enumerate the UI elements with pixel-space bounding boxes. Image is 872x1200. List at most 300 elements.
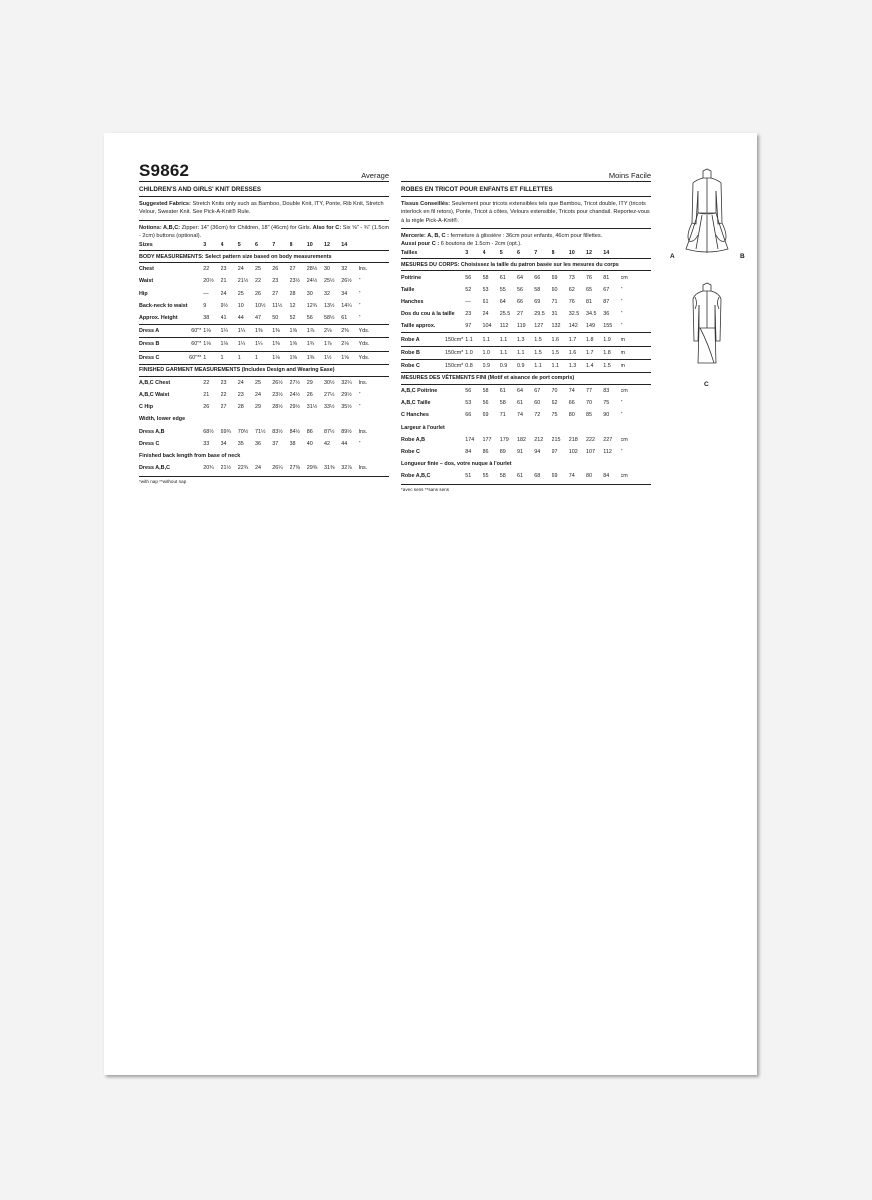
- row-label: [139, 288, 203, 300]
- table-cell: 24: [255, 391, 262, 398]
- table-cell: 69: [482, 412, 489, 419]
- table-cell: 2⅛: [341, 338, 358, 351]
- table-cell: 1.3: [569, 359, 586, 372]
- row-label-text: C Hip: [139, 404, 154, 411]
- table-cell: 66: [465, 412, 472, 419]
- table-cell: 27: [272, 290, 279, 297]
- size-cell: 3: [203, 240, 220, 251]
- table-cell: 1.7: [586, 346, 603, 359]
- unit-cell: ": [621, 320, 651, 333]
- table-cell: 71½: [255, 428, 266, 435]
- table-cell: 42: [324, 440, 331, 447]
- unit-cell: cm: [620, 388, 628, 395]
- row-label: [401, 271, 465, 284]
- table-cell: 23: [220, 379, 227, 386]
- row-label: [139, 462, 203, 474]
- unit-cell: Ins.: [358, 428, 368, 435]
- table-cell: 61: [517, 473, 524, 480]
- table-cell: 27: [517, 311, 524, 318]
- table-cell: 24: [237, 266, 244, 273]
- row-label-text: Dress A,B,C: [139, 465, 170, 472]
- table-cell: 68½: [203, 428, 214, 435]
- table-cell: 32⅞: [341, 465, 352, 472]
- table-cell: 2⅜: [341, 325, 358, 338]
- table-cell: 60: [551, 286, 558, 293]
- row-label-text: C Hanches: [401, 412, 429, 419]
- table-cell: 112: [500, 320, 517, 333]
- table-cell: 1⅛: [272, 351, 289, 364]
- difficulty-level: Average: [361, 171, 389, 180]
- table-cell: 58: [482, 388, 489, 395]
- unit-cell: ": [620, 412, 623, 419]
- row-label-text: A,B,C Waist: [139, 391, 170, 398]
- section-row: [139, 251, 389, 263]
- row-label: [401, 434, 465, 446]
- table-cell: 67: [534, 388, 541, 395]
- table-cell: 34: [220, 440, 227, 447]
- table-cell: 26½: [341, 278, 352, 285]
- table-cell: 27½: [289, 379, 301, 386]
- table-cell: 1⅞: [324, 338, 341, 351]
- table-cell: 1⅝: [290, 325, 307, 338]
- table-cell: 107: [586, 449, 596, 456]
- table-cell: 23: [272, 278, 279, 285]
- view-illustrations: [662, 163, 752, 393]
- section-title: FINISHED GARMENT MEASUREMENTS (Includes Design and Wearing Ease): [139, 364, 389, 376]
- table-cell: 21: [220, 278, 227, 285]
- table-cell: 38: [203, 312, 220, 325]
- row-label-text: Waist: [139, 278, 154, 285]
- row-label: [139, 376, 203, 389]
- fr-header: [401, 163, 651, 182]
- table-cell: 21½: [237, 278, 249, 285]
- table-row: [401, 308, 651, 320]
- unit-cell: cm: [620, 274, 628, 281]
- table-cell: 1.0: [483, 346, 500, 359]
- table-cell: 179: [499, 436, 509, 443]
- row-label: [139, 389, 203, 401]
- table-cell: 1.3: [517, 333, 534, 346]
- table-cell: 58½: [324, 312, 341, 325]
- unit-cell: ": [620, 286, 623, 293]
- table-cell: 41: [221, 312, 238, 325]
- table-cell: 24: [220, 290, 227, 297]
- table-cell: 31: [551, 311, 558, 318]
- size-cell: 8: [290, 240, 307, 251]
- size-cell: 3: [465, 248, 482, 259]
- table-cell: 119: [517, 320, 534, 333]
- table-cell: 28½: [306, 266, 318, 273]
- table-cell: 75: [603, 400, 610, 407]
- table-cell: 22: [255, 278, 262, 285]
- row-label-text: A,B,C Chest: [139, 379, 171, 386]
- table-cell: 215: [551, 436, 561, 443]
- table-cell: 74: [568, 473, 575, 480]
- row-label: [139, 312, 203, 325]
- table-cell: 89½: [341, 428, 352, 435]
- unit-cell: [621, 248, 651, 259]
- table-cell: 58: [499, 473, 506, 480]
- table-cell: 77: [586, 388, 593, 395]
- row-label: [401, 346, 465, 359]
- view-c-label: C: [704, 381, 709, 388]
- table-row: [401, 446, 651, 458]
- table-cell: 70: [551, 388, 558, 395]
- unit-cell: ": [358, 404, 361, 411]
- row-label: [139, 401, 203, 413]
- table-cell: 31½: [306, 404, 318, 411]
- table-cell: 83: [603, 388, 610, 395]
- unit-cell: ": [620, 449, 623, 456]
- row-label-text: Robe C: [401, 362, 420, 369]
- table-cell: 87: [603, 298, 610, 305]
- table-cell: 1⅛: [203, 325, 220, 338]
- table-cell: 20¾: [203, 465, 214, 472]
- unit-cell: ": [359, 312, 389, 325]
- table-cell: 66: [517, 298, 524, 305]
- size-cell: 10: [569, 248, 586, 259]
- table-cell: 58: [482, 274, 489, 281]
- size-cell: 5: [500, 248, 517, 259]
- table-cell: 27½: [324, 391, 335, 398]
- table-cell: 32: [341, 266, 348, 273]
- table-cell: 52: [465, 286, 472, 293]
- table-cell: 1.0: [465, 346, 482, 359]
- table-row: [401, 346, 651, 359]
- table-cell: 102: [568, 449, 578, 456]
- table-cell: 90: [603, 412, 610, 419]
- table-cell: 1¾: [307, 338, 324, 351]
- table-cell: 25.5: [499, 311, 511, 318]
- table-cell: 33: [203, 440, 210, 447]
- table-cell: 55: [482, 473, 489, 480]
- table-cell: 1.8: [586, 333, 603, 346]
- section-title: Width, lower edge: [139, 416, 186, 423]
- table-row: [401, 296, 651, 308]
- table-cell: 2⅛: [324, 325, 341, 338]
- table-cell: 55: [499, 286, 506, 293]
- table-cell: 23: [220, 266, 227, 273]
- table-cell: 32¼: [341, 379, 352, 386]
- row-label-text: Dress A: [139, 328, 160, 335]
- table-row: [139, 376, 389, 389]
- table-cell: 83½: [272, 428, 283, 435]
- table-cell: 40: [306, 440, 313, 447]
- fabric-width: 150cm*: [445, 349, 464, 356]
- table-cell: 25½: [324, 278, 335, 285]
- row-label-text: Robe A: [401, 336, 420, 343]
- table-cell: 1¼: [238, 338, 255, 351]
- size-cell: 7: [534, 248, 551, 259]
- table-cell: 29: [306, 379, 313, 386]
- table-cell: 149: [586, 320, 603, 333]
- table-cell: 222: [586, 436, 596, 443]
- table-cell: 58: [499, 400, 506, 407]
- table-cell: 69: [551, 274, 558, 281]
- table-cell: 9: [203, 302, 207, 309]
- table-cell: 69¾: [220, 428, 232, 435]
- row-label-text: Hanches: [401, 298, 424, 305]
- table-cell: 1.5: [534, 346, 551, 359]
- row-label: [139, 425, 203, 437]
- table-cell: 74: [568, 388, 575, 395]
- unit-cell: Ins.: [358, 379, 368, 386]
- table-cell: 56: [482, 400, 489, 407]
- table-cell: 86: [306, 428, 313, 435]
- table-row: [139, 325, 389, 338]
- row-label-text: Hip: [139, 290, 148, 297]
- table-cell: 84½: [289, 428, 301, 435]
- table-cell: 85: [586, 412, 593, 419]
- table-cell: 67: [603, 286, 610, 293]
- section-title: Largeur à l'ourlet: [401, 424, 445, 431]
- unit-cell: ": [620, 400, 623, 407]
- section-row: [401, 259, 651, 271]
- table-cell: 0.9: [500, 359, 517, 372]
- table-cell: 61: [499, 274, 506, 281]
- table-cell: 12¾: [306, 302, 318, 309]
- table-cell: 1½: [324, 351, 341, 364]
- table-row: [139, 401, 389, 413]
- row-label: [401, 284, 465, 296]
- table-cell: 53: [465, 400, 472, 407]
- table-cell: 21½: [220, 465, 232, 472]
- table-cell: 112: [603, 449, 612, 456]
- row-label-text: Dress A,B: [139, 428, 165, 435]
- en-footnote: *with nap **without nap: [139, 476, 389, 484]
- table-cell: 10½: [255, 302, 266, 309]
- fabric-width: 60"*: [191, 328, 202, 335]
- table-cell: 142: [569, 320, 586, 333]
- table-cell: 0.8: [465, 359, 482, 372]
- table-row: [139, 338, 389, 351]
- table-cell: 26: [203, 404, 210, 411]
- table-cell: 75: [551, 412, 558, 419]
- row-label: [401, 320, 465, 333]
- table-row: [139, 300, 389, 312]
- size-cell: 14: [341, 240, 358, 251]
- table-row: [139, 462, 389, 474]
- table-cell: 27: [289, 266, 296, 273]
- row-label: [401, 333, 465, 346]
- table-cell: 1.1: [483, 333, 500, 346]
- en-notions: Notions: A,B,C: Zipper: 14" (36cm) for Children, 18" (46cm) for Girls. Also for C: Six ⅝" - ¾" (1.5cm - 2cm) buttons (optional).: [139, 224, 389, 239]
- fr-measurement-table: [401, 248, 651, 482]
- table-cell: 1⅜: [290, 351, 307, 364]
- table-cell: 1.7: [569, 333, 586, 346]
- table-cell: 27: [220, 404, 227, 411]
- table-cell: 29: [255, 404, 262, 411]
- table-cell: 53: [482, 286, 489, 293]
- table-cell: 26¼: [272, 465, 283, 472]
- table-cell: 94: [534, 449, 541, 456]
- table-cell: 34: [341, 290, 348, 297]
- table-cell: 1⅜: [255, 325, 272, 338]
- row-label: [139, 325, 203, 338]
- table-cell: 212: [534, 436, 544, 443]
- view-a-label: A: [670, 253, 675, 260]
- table-cell: 61: [341, 312, 358, 325]
- row-label-text: Dress C: [139, 440, 160, 447]
- table-cell: 61: [482, 298, 489, 305]
- row-label: [401, 470, 465, 482]
- section-row: [139, 364, 389, 376]
- table-cell: 70½: [237, 428, 249, 435]
- table-cell: 104: [483, 320, 500, 333]
- unit-cell: Yds.: [359, 338, 389, 351]
- table-row: [401, 359, 651, 372]
- table-cell: 25: [255, 266, 262, 273]
- table-cell: 26: [306, 391, 313, 398]
- table-row: [401, 397, 651, 409]
- table-cell: 1.5: [534, 333, 551, 346]
- unit-cell: Ins.: [358, 465, 368, 472]
- table-cell: 26: [255, 290, 262, 297]
- row-label: [139, 300, 203, 312]
- table-cell: 20½: [203, 278, 214, 285]
- row-label: [401, 409, 465, 421]
- section-title: MESURES DES VÊTEMENTS FINI (Motif et aisance de port compris): [401, 372, 651, 384]
- table-cell: 1.4: [586, 359, 603, 372]
- table-cell: 28: [289, 290, 296, 297]
- table-cell: 14¼: [341, 302, 352, 309]
- row-label-text: Robe A,B,C: [401, 473, 431, 480]
- table-cell: 80: [586, 473, 593, 480]
- table-row: [139, 263, 389, 276]
- table-cell: 1.8: [603, 346, 620, 359]
- dress-sketches-icon: [662, 163, 752, 393]
- table-cell: 50: [272, 312, 289, 325]
- table-cell: 1: [238, 351, 255, 364]
- table-cell: 81: [586, 298, 593, 305]
- table-cell: 33½: [324, 404, 335, 411]
- table-cell: 97: [465, 320, 482, 333]
- row-label: [401, 296, 465, 308]
- table-cell: 29.5: [534, 311, 545, 318]
- size-cell: 14: [603, 248, 620, 259]
- table-cell: 27⅜: [289, 465, 301, 472]
- table-cell: 47: [255, 312, 272, 325]
- french-column: [401, 163, 651, 492]
- table-row: [401, 434, 651, 446]
- table-cell: 1⅛: [203, 338, 220, 351]
- table-cell: 23½: [289, 278, 301, 285]
- table-row: [139, 312, 389, 325]
- size-cell: 5: [238, 240, 255, 251]
- table-cell: 26½: [272, 379, 283, 386]
- pattern-code: S9862: [139, 161, 190, 180]
- table-cell: 58: [534, 286, 541, 293]
- table-cell: 29⅜: [306, 465, 318, 472]
- table-cell: 84: [603, 473, 610, 480]
- table-cell: 182: [517, 436, 527, 443]
- table-row: [139, 275, 389, 287]
- sizes-label: Sizes: [139, 240, 203, 251]
- sizes-label: Tailles: [401, 248, 465, 259]
- table-cell: 26: [272, 266, 279, 273]
- en-garment-title: CHILDREN'S AND GIRLS' KNIT DRESSES: [139, 186, 389, 197]
- table-cell: 155: [603, 320, 620, 333]
- row-label-text: Poitrine: [401, 274, 422, 281]
- unit-cell: ": [620, 298, 623, 305]
- table-cell: 1.1: [534, 359, 551, 372]
- table-cell: 37: [272, 440, 279, 447]
- section-row: [401, 372, 651, 384]
- table-cell: 32.5: [568, 311, 580, 318]
- section-row: [139, 450, 389, 462]
- table-cell: 13½: [324, 302, 335, 309]
- table-cell: 1⅝: [290, 338, 307, 351]
- table-cell: 227: [603, 436, 613, 443]
- table-cell: 34.5: [586, 311, 597, 318]
- table-row: [401, 284, 651, 296]
- table-cell: 80: [568, 412, 575, 419]
- table-cell: 22¾: [237, 465, 249, 472]
- fabric-width: 60"*: [191, 341, 202, 348]
- table-cell: 56: [465, 388, 472, 395]
- english-column: [139, 163, 389, 484]
- table-cell: 69: [534, 298, 541, 305]
- table-cell: 1.1: [552, 359, 569, 372]
- row-label: [401, 384, 465, 397]
- table-cell: 218: [568, 436, 578, 443]
- table-cell: 69: [551, 473, 558, 480]
- size-cell: 4: [221, 240, 238, 251]
- table-cell: 30½: [324, 379, 335, 386]
- en-fabrics: Suggested Fabrics: Stretch Knits only such as Bamboo, Double Knit, ITY, Ponte, Rib Knit, Stretch Velour, Sweater Knit. See Pick-A-Knit® Rule.: [139, 201, 384, 216]
- row-label-text: Robe C: [401, 449, 420, 456]
- table-cell: 62: [568, 286, 575, 293]
- table-cell: —: [465, 298, 471, 305]
- row-label-text: Dress B: [139, 341, 160, 348]
- fr-notions: Mercerie: A, B, C : fermeture à glissière : 36cm pour enfants, 46cm pour fillettes. Aussi pour C : 6 boutons de 1.5cm - 2cm (opt.).: [401, 232, 603, 248]
- row-label-text: A,B,C Taille: [401, 400, 431, 407]
- table-cell: 66: [568, 400, 575, 407]
- table-cell: 23: [465, 311, 472, 318]
- table-cell: 91: [517, 449, 524, 456]
- unit-cell: ": [358, 440, 361, 447]
- table-cell: 12: [289, 302, 296, 309]
- table-cell: 1.5: [552, 346, 569, 359]
- table-cell: 132: [552, 320, 569, 333]
- table-cell: 25: [255, 379, 262, 386]
- table-cell: 127: [534, 320, 551, 333]
- table-cell: 51: [465, 473, 472, 480]
- table-cell: 35: [237, 440, 244, 447]
- section-title: Finished back length from base of neck: [139, 452, 241, 459]
- row-label: [139, 275, 203, 287]
- table-cell: 24½: [306, 278, 318, 285]
- table-cell: 89: [499, 449, 506, 456]
- table-cell: 36: [255, 440, 262, 447]
- table-cell: 21: [203, 391, 210, 398]
- table-cell: 1.5: [603, 359, 620, 372]
- table-cell: 1¼: [221, 325, 238, 338]
- section-row: [401, 458, 651, 470]
- table-cell: 66: [534, 274, 541, 281]
- table-cell: 1: [203, 351, 220, 364]
- row-label-text: Back-neck to waist: [139, 302, 188, 309]
- size-cell: 6: [255, 240, 272, 251]
- table-cell: 56: [307, 312, 324, 325]
- table-cell: 11½: [272, 302, 283, 309]
- table-cell: 1⅞: [307, 325, 324, 338]
- en-measurement-table: [139, 240, 389, 474]
- table-cell: 22: [203, 266, 210, 273]
- table-cell: 1.6: [569, 346, 586, 359]
- section-row: [401, 422, 651, 434]
- table-cell: 86: [482, 449, 489, 456]
